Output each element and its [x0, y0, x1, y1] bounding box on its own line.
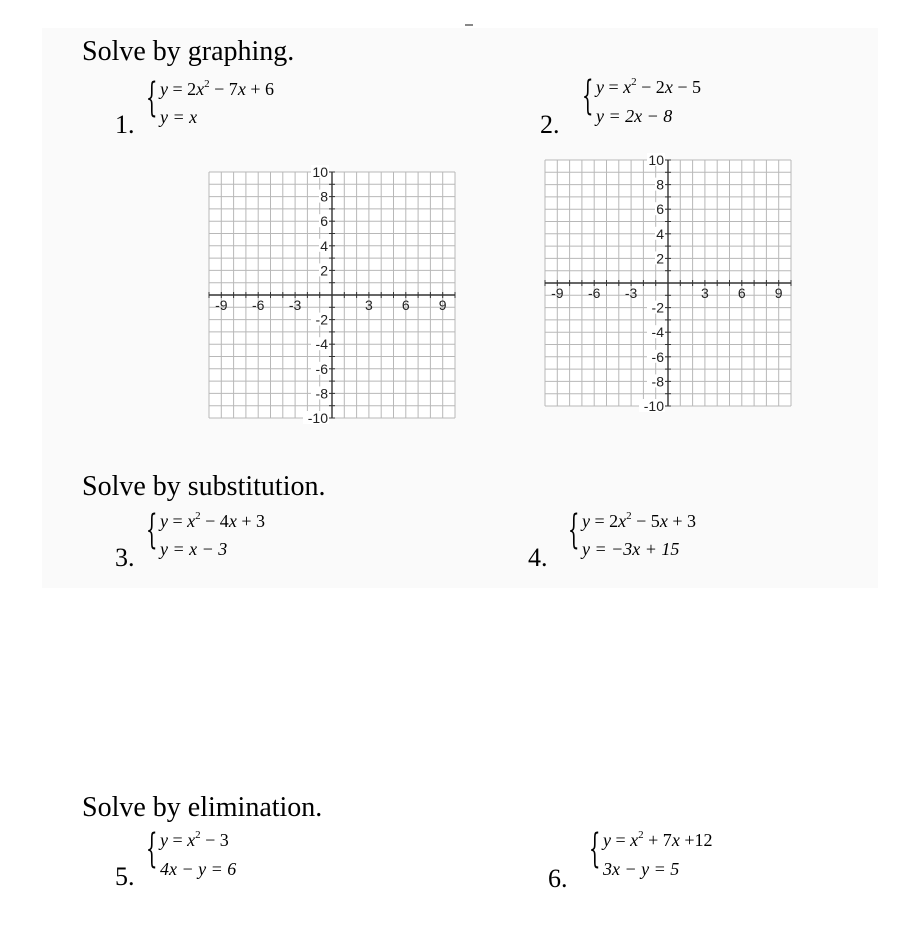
problem-4-brace: { [568, 507, 580, 553]
x-tick-label: -6 [587, 285, 601, 301]
y-tick-label: -10 [307, 410, 328, 426]
coordinate-grid-2[interactable] [545, 152, 791, 414]
x-tick-label: -9 [215, 297, 228, 313]
x-tick-label: 9 [438, 297, 447, 313]
y-tick-label: -6 [315, 360, 328, 377]
y-tick-label: -4 [651, 324, 664, 341]
problem-2-eq1: $y = x^2 - 2x - 5$ [596, 76, 701, 97]
problem-6-number: 6. [548, 864, 568, 893]
y-tick-label: 8 [320, 188, 328, 205]
y-tick-label: 4 [320, 237, 328, 254]
y-tick-label: 10 [648, 152, 664, 168]
problem-4-number: 4. [528, 543, 548, 572]
y-tick-label: -8 [315, 385, 328, 402]
heading-elimination: Solve by elimination. [82, 792, 323, 823]
problem-3-brace: { [146, 507, 158, 553]
problem-6-eq2: 3x − y = 5 [603, 859, 680, 879]
y-tick-label: 4 [656, 225, 664, 242]
problem-6-brace: { [589, 826, 601, 872]
problem-1-number: 1. [115, 110, 135, 139]
y-tick-label: 10 [312, 164, 328, 180]
y-tick-label: 2 [320, 262, 328, 279]
problem-1-eq1: $y = 2x^2 - 7x + 6$ [160, 78, 274, 99]
y-tick-label: 8 [656, 176, 664, 193]
problem-5-number: 5. [115, 862, 135, 891]
x-tick-label: -9 [551, 285, 564, 301]
scan-mark [465, 24, 473, 26]
x-tick-label: 3 [365, 297, 373, 313]
y-tick-label: -6 [651, 348, 664, 365]
y-tick-label: 2 [656, 250, 664, 267]
x-tick-label: 6 [737, 285, 746, 301]
x-tick-label: 3 [701, 285, 709, 301]
coordinate-grid-1[interactable] [209, 164, 455, 426]
heading-substitution: Solve by substitution. [82, 471, 326, 502]
problem-3-eq1: $y = x^2 - 4x + 3$ [160, 510, 265, 531]
y-tick-label: 6 [320, 213, 328, 230]
y-tick-label: -10 [643, 398, 664, 414]
problem-5-eq2: 4x − y = 6 [160, 859, 237, 879]
x-tick-label: 9 [774, 285, 783, 301]
y-tick-label: -2 [315, 311, 328, 328]
worksheet-lower-area [0, 588, 911, 952]
y-tick-label: -4 [315, 336, 328, 353]
problem-6-eq1: $y = x^2 + 7x +12$ [603, 829, 713, 850]
x-tick-label: -6 [251, 297, 265, 313]
problem-3-eq2: y = x − 3 [160, 539, 228, 559]
x-tick-label: 6 [401, 297, 410, 313]
x-tick-label: -3 [288, 297, 302, 313]
y-tick-label: 6 [656, 201, 664, 218]
x-tick-label: -3 [624, 285, 638, 301]
problem-2-eq2: y = 2x − 8 [596, 106, 673, 126]
problem-2-number: 2. [540, 110, 560, 139]
problem-4-eq2: y = −3x + 15 [582, 539, 680, 559]
problem-5-eq1: $y = x^2 - 3$ [160, 829, 229, 850]
problem-2-brace: { [582, 73, 594, 119]
problem-4-eq1: $y = 2x^2 - 5x + 3$ [582, 510, 696, 531]
problem-5-brace: { [146, 826, 158, 872]
problem-1-eq2: y = x [160, 107, 198, 127]
heading-graphing: Solve by graphing. [82, 36, 295, 67]
y-tick-label: -2 [651, 299, 664, 316]
y-tick-label: -8 [651, 373, 664, 390]
problem-3-number: 3. [115, 543, 135, 572]
problem-1-brace: { [146, 75, 158, 121]
